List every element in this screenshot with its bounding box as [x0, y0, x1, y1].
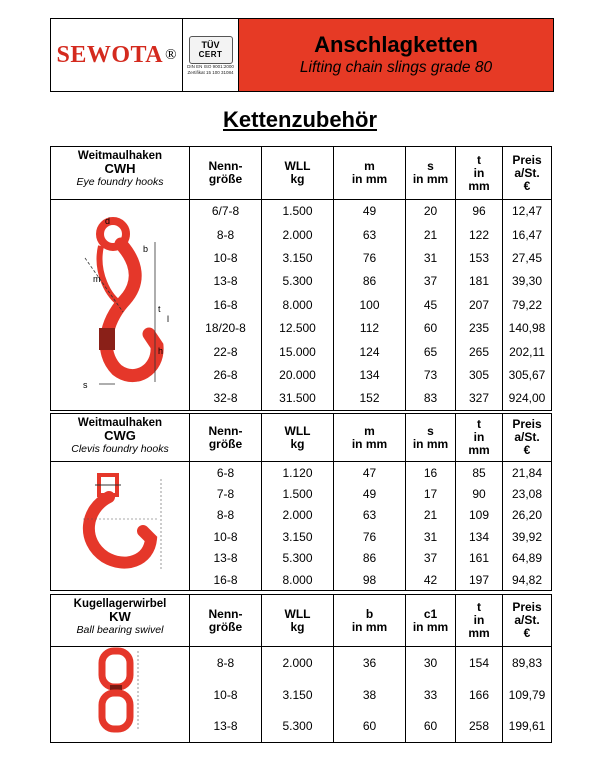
column-header: t in mm: [456, 414, 503, 462]
table-cell: 154: [456, 647, 503, 679]
table-cell: 197: [456, 569, 503, 591]
column-header: WLL kg: [262, 595, 334, 647]
table-cell: 8-8: [190, 505, 262, 527]
table-cell: 112: [334, 316, 406, 339]
table-cell: 2.000: [262, 223, 334, 246]
table-cell: 16-8: [190, 293, 262, 316]
table-cell: 122: [456, 223, 503, 246]
table-cell: 94,82: [503, 569, 552, 591]
table-cell: 60: [406, 316, 456, 339]
table-cell: 76: [334, 246, 406, 269]
table-cell: 26,20: [503, 505, 552, 527]
table-cell: 13-8: [190, 711, 262, 743]
column-header: c1 in mm: [406, 595, 456, 647]
table-cell: 202,11: [503, 340, 552, 363]
table-cell: 23,08: [503, 483, 552, 505]
column-header: Preis a/St. €: [503, 595, 552, 647]
certification-seal: [183, 19, 239, 91]
table-cell: 31.500: [262, 387, 334, 410]
column-header: Preis a/St. €: [503, 414, 552, 462]
brand-registered-mark: ®: [165, 46, 177, 63]
table-cell: 63: [334, 505, 406, 527]
table-cell: 235: [456, 316, 503, 339]
product-name-cell: [51, 595, 190, 647]
cert-badge-bottom: CERT: [198, 50, 223, 59]
table-cell: 10-8: [190, 679, 262, 711]
table-cell: 166: [456, 679, 503, 711]
column-header: m in mm: [334, 147, 406, 200]
table-cell: 27,45: [503, 246, 552, 269]
table-header-row: [51, 147, 552, 200]
table-cell: 18/20-8: [190, 316, 262, 339]
svg-text:b: b: [143, 244, 149, 255]
table-cell: 63: [334, 223, 406, 246]
table-cell: 39,92: [503, 526, 552, 548]
svg-text:s: s: [83, 380, 88, 391]
table-cell: 39,30: [503, 270, 552, 293]
table-header-row: [51, 595, 552, 647]
svg-text:m: m: [93, 274, 101, 285]
section-title: Kettenzubehör: [223, 107, 377, 132]
column-header: m in mm: [334, 414, 406, 462]
table-cell: 31: [406, 526, 456, 548]
column-header: Preis a/St. €: [503, 147, 552, 200]
table-cell: 20: [406, 200, 456, 223]
column-header: WLL kg: [262, 147, 334, 200]
table-header-row: [51, 414, 552, 462]
table-cell: 2.000: [262, 647, 334, 679]
table-cell: 152: [334, 387, 406, 410]
table-cell: 207: [456, 293, 503, 316]
table-cell: 12,47: [503, 200, 552, 223]
column-header: WLL kg: [262, 414, 334, 462]
column-header: s in mm: [406, 414, 456, 462]
table-cell: 13-8: [190, 548, 262, 570]
table-cell: 65: [406, 340, 456, 363]
table-cell: 13-8: [190, 270, 262, 293]
table-cell: 45: [406, 293, 456, 316]
table-cell: 37: [406, 270, 456, 293]
table-cell: 64,89: [503, 548, 552, 570]
column-header: Nenn- größe: [190, 147, 262, 200]
table-cell: 79,22: [503, 293, 552, 316]
table-cell: 258: [456, 711, 503, 743]
table-cell: 134: [334, 363, 406, 386]
column-header: b in mm: [334, 595, 406, 647]
page-header: [50, 18, 554, 92]
table-cell: 22-8: [190, 340, 262, 363]
table-cell: 161: [456, 548, 503, 570]
table-cell: 90: [456, 483, 503, 505]
table-cell: 21: [406, 223, 456, 246]
column-header: Nenn- größe: [190, 595, 262, 647]
table-cell: 100: [334, 293, 406, 316]
table-cell: 16,47: [503, 223, 552, 246]
table-cell: 31: [406, 246, 456, 269]
table-cell: 16-8: [190, 569, 262, 591]
table-cell: 86: [334, 548, 406, 570]
product-name-en: Eye foundry hooks: [76, 176, 164, 188]
table-cell: 3.150: [262, 526, 334, 548]
table-cell: 153: [456, 246, 503, 269]
table-cell: 49: [334, 200, 406, 223]
table-cell: 98: [334, 569, 406, 591]
table-cell: 96: [456, 200, 503, 223]
product-code: KW: [109, 609, 131, 624]
table-cell: 76: [334, 526, 406, 548]
table-cell: 21: [406, 505, 456, 527]
table-cell: 15.000: [262, 340, 334, 363]
product-name-en: Clevis foundry hooks: [71, 443, 169, 455]
tuv-badge-icon: [189, 36, 233, 64]
cert-standard: DIN EN ISO 9001:2000: [187, 64, 234, 69]
table-cell: 7-8: [190, 483, 262, 505]
product-code: CWH: [104, 161, 136, 176]
table-row: [51, 200, 552, 223]
brand-name: SEWOTA: [56, 41, 164, 68]
table-cell: 109,79: [503, 679, 552, 711]
table-cell: 89,83: [503, 647, 552, 679]
column-header: Nenn- größe: [190, 414, 262, 462]
table-cell: 181: [456, 270, 503, 293]
product-name-de: Kugellagerwirbel: [73, 598, 167, 610]
table-cell: 60: [334, 711, 406, 743]
product-code: CWG: [104, 428, 136, 443]
table-cell: 16: [406, 462, 456, 484]
table-cell: 37: [406, 548, 456, 570]
table-cell: 1.120: [262, 462, 334, 484]
product-name-cell: [51, 147, 190, 200]
cert-number: Zertifikat 15 100 31084: [187, 70, 234, 75]
table-cell: 8-8: [190, 223, 262, 246]
product-table-cwg: [50, 413, 552, 591]
table-cell: 73: [406, 363, 456, 386]
table-cell: 305,67: [503, 363, 552, 386]
table-cell: 38: [334, 679, 406, 711]
table-cell: 42: [406, 569, 456, 591]
header-title-box: [239, 19, 553, 91]
table-cell: 20.000: [262, 363, 334, 386]
page-subtitle: Lifting chain slings grade 80: [299, 59, 493, 76]
table-row: [51, 462, 552, 484]
svg-text:l: l: [167, 314, 169, 325]
table-cell: 85: [456, 462, 503, 484]
clevis-diagram-icon: [51, 462, 190, 591]
table-cell: 2.000: [262, 505, 334, 527]
svg-text:d: d: [105, 216, 111, 227]
table-row: [51, 647, 552, 679]
svg-text:h: h: [158, 346, 164, 357]
column-header: t in mm: [456, 595, 503, 647]
table-cell: 134: [456, 526, 503, 548]
table-cell: 5.300: [262, 548, 334, 570]
table-cell: 8.000: [262, 569, 334, 591]
table-cell: 124: [334, 340, 406, 363]
table-cell: 8-8: [190, 647, 262, 679]
table-cell: 924,00: [503, 387, 552, 410]
table-cell: 86: [334, 270, 406, 293]
table-cell: 32-8: [190, 387, 262, 410]
table-cell: 3.150: [262, 246, 334, 269]
brand-logo: [51, 19, 183, 91]
table-cell: 10-8: [190, 246, 262, 269]
table-cell: 21,84: [503, 462, 552, 484]
product-table-cwh: [50, 146, 552, 411]
table-cell: 17: [406, 483, 456, 505]
column-header: s in mm: [406, 147, 456, 200]
table-cell: 6-8: [190, 462, 262, 484]
column-header: t in mm: [456, 147, 503, 200]
hook-diagram-icon: [51, 200, 190, 411]
table-cell: 10-8: [190, 526, 262, 548]
table-cell: 8.000: [262, 293, 334, 316]
table-cell: 5.300: [262, 711, 334, 743]
table-cell: 83: [406, 387, 456, 410]
table-cell: 47: [334, 462, 406, 484]
product-table-kw: [50, 594, 552, 743]
table-cell: 49: [334, 483, 406, 505]
table-cell: 26-8: [190, 363, 262, 386]
table-cell: 6/7-8: [190, 200, 262, 223]
table-cell: 265: [456, 340, 503, 363]
page-title: Anschlagketten: [314, 32, 478, 57]
table-cell: 199,61: [503, 711, 552, 743]
table-cell: 30: [406, 647, 456, 679]
table-cell: 327: [456, 387, 503, 410]
table-cell: 3.150: [262, 679, 334, 711]
table-cell: 12.500: [262, 316, 334, 339]
table-cell: 140,98: [503, 316, 552, 339]
table-cell: 1.500: [262, 200, 334, 223]
table-cell: 109: [456, 505, 503, 527]
product-name-de: Weitmaulhaken: [77, 150, 163, 162]
table-cell: 305: [456, 363, 503, 386]
product-name-en: Ball bearing swivel: [76, 624, 164, 636]
product-name-de: Weitmaulhaken: [77, 417, 163, 429]
svg-text:t: t: [158, 304, 161, 315]
table-cell: 36: [334, 647, 406, 679]
table-cell: 5.300: [262, 270, 334, 293]
table-cell: 1.500: [262, 483, 334, 505]
table-cell: 33: [406, 679, 456, 711]
swivel-diagram-icon: [51, 647, 190, 743]
cert-badge-top: TÜV: [201, 40, 220, 50]
table-cell: 60: [406, 711, 456, 743]
product-name-cell: [51, 414, 190, 462]
